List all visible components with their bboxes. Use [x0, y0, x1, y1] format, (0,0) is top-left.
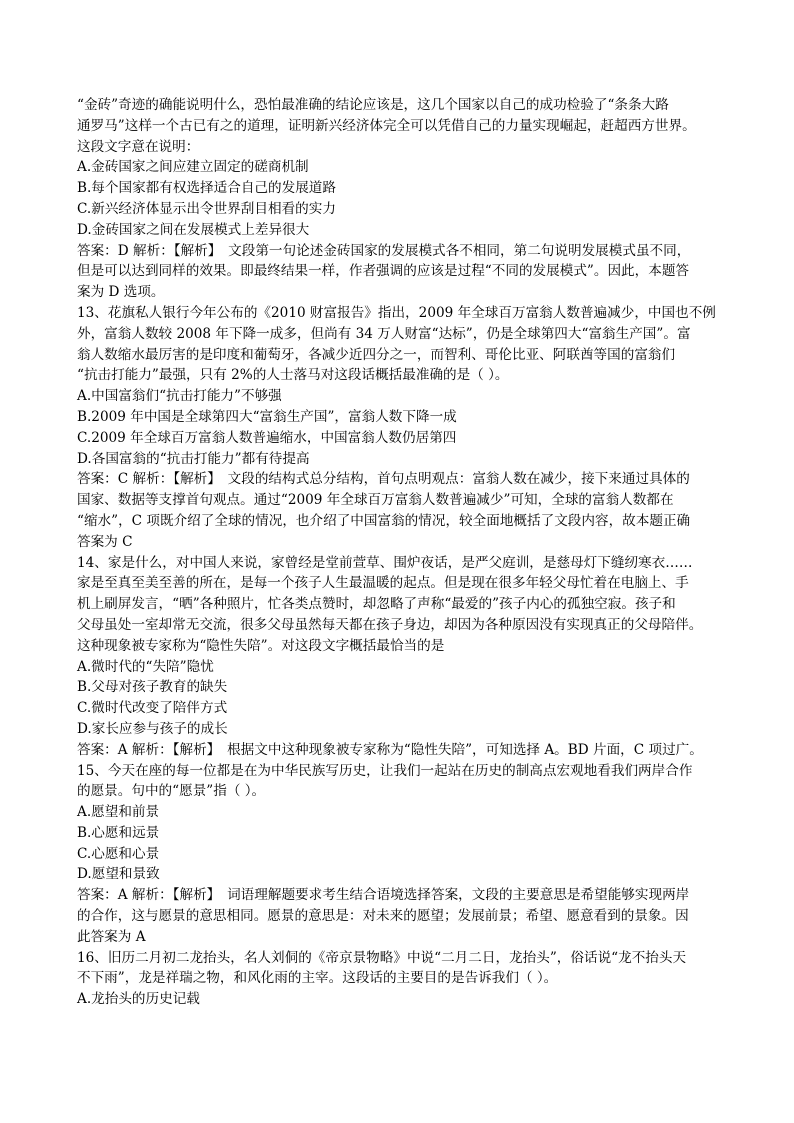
text-line: 此答案为 A: [77, 928, 146, 945]
text-line: D.金砖国家之间在发展模式上差异很大: [77, 221, 310, 238]
text-line: A.金砖国家之间应建立固定的磋商机制: [77, 159, 309, 176]
text-line: D.各国富翁的“抗击打能力”都有待提高: [77, 450, 310, 467]
text-line: 外，富翁人数较 2008 年下降一成多，但尚有 34 万人财富“达标”，仍是全球第四大“富翁生产国”。富: [77, 325, 691, 342]
text-line: B.心愿和远景: [77, 824, 160, 841]
text-line: 答案：A 解析：【解析】 根据文中这种现象被专家称为“隐性失陪”，可知选择 A。BD 片面，C 项过广。: [77, 741, 703, 758]
text-line: 16、旧历二月初二龙抬头，名人刘侗的《帝京景物略》中说“二月二日，龙抬头”，俗话说“龙不抬头天: [77, 949, 687, 966]
text-line: D.家长应参与孩子的成长: [77, 720, 228, 737]
text-line: 15、今天在座的每一位都是在为中华民族写历史，让我们一起站在历史的制高点宏观地看我们两岸合作: [77, 762, 693, 779]
text-line: 答案：C 解析：【解析】 文段的结构式总分结构，首句点明观点：富翁人数在减少，接下来通过具体的: [77, 471, 690, 488]
text-line: C.微时代改变了陪伴方式: [77, 700, 228, 717]
text-line: D.愿望和景致: [77, 866, 160, 883]
text-line: A.中国富翁们“抗击打能力”不够强: [77, 388, 282, 405]
text-line: 14、家是什么，对中国人来说，家曾经是堂前萱草、围炉夜话，是严父庭训，是慈母灯下缝纫寒衣……: [77, 554, 693, 571]
text-line: 的合作，这与愿景的意思相同。愿景的意思是：对未来的愿望；发展前景；希望、愿意看到的景象。因: [77, 908, 689, 925]
text-line: 答案：D 解析：【解析】 文段第一句论述金砖国家的发展模式各不相同，第二句说明发展模式虽不同，: [77, 242, 691, 259]
text-line: 国家、数据等支撑首句观点。通过“2009 年全球百万富翁人数普遍减少”可知，全球的富翁人数都在: [77, 492, 674, 509]
text-line: B.父母对孩子教育的缺失: [77, 679, 228, 696]
text-line: 通罗马”这样一个古已有之的道理，证明新兴经济体完全可以凭借自己的力量实现崛起，赶超西方世界。: [77, 117, 696, 134]
text-line: B.2009 年中国是全球第四大“富翁生产国”，富翁人数下降一成: [77, 408, 457, 425]
text-line: 答案为 C: [77, 533, 133, 550]
text-line: A.愿望和前景: [77, 804, 160, 821]
text-line: A.龙抬头的历史记载: [77, 991, 200, 1008]
text-line: 不下雨”，龙是祥瑞之物，和风化雨的主宰。这段话的主要目的是告诉我们（ ）。: [77, 970, 558, 987]
text-line: 家是至真至美至善的所在，是每一个孩子人生最温暖的起点。但是现在很多年轻父母忙着在电脑上、手: [77, 575, 689, 592]
text-line: 案为 D 选项。: [77, 284, 165, 301]
text-line: 的愿景。句中的“愿景”指（ ）。: [77, 783, 266, 800]
text-line: 父母虽处一室却常无交流，很多父母虽然每天都在孩子身边，却因为各种原因没有实现真正的父母陪伴。: [77, 616, 703, 633]
text-line: 这种现象被专家称为“隐性失陪”。对这段文字概括最恰当的是: [77, 637, 445, 654]
text-line: C.新兴经济体显示出令世界刮目相看的实力: [77, 200, 336, 217]
text-line: 13、花旗私人银行今年公布的《2010 财富报告》指出，2009 年全球百万富翁人数普遍减少，中国也不例: [77, 304, 716, 321]
text-line: C.2009 年全球百万富翁人数普遍缩水，中国富翁人数仍居第四: [77, 429, 457, 446]
text-line: 机上刷屏发言，“晒”各种照片，忙各类点赞时，却忽略了声称“最爱的”孩子内心的孤独空寂。孩子和: [77, 596, 676, 613]
text-line: A.微时代的“失陪”隐忧: [77, 658, 214, 675]
text-line: “缩水”，C 项既介绍了全球的情况，也介绍了中国富翁的情况，较全面地概括了文段内容，故本题正确: [77, 512, 691, 529]
text-line: 这段文字意在说明：: [77, 138, 200, 155]
text-line: C.心愿和心景: [77, 845, 160, 862]
text-line: “金砖”奇迹的确能说明什么，恐怕最准确的结论应该是，这几个国家以自己的成功检验了“条条大路: [77, 97, 669, 113]
text-line: 翁人数缩水最厉害的是印度和葡萄牙，各减少近四分之一，而智利、哥伦比亚、阿联酋等国的富翁们: [77, 346, 676, 363]
text-line: B.每个国家都有权选择适合自己的发展道路: [77, 180, 336, 197]
document-page: [77, 95, 722, 1010]
text-line: 答案：A 解析：【解析】 词语理解题要求考生结合语境选择答案，文段的主要意思是希望能够实现两岸: [77, 887, 690, 904]
text-line: “抗击打能力”最强，只有 2%的人士落马对这段话概括最准确的是（ ）。: [77, 367, 509, 384]
text-line: 但是可以达到同样的效果。即最终结果一样，作者强调的应该是过程“不同的发展模式”。因此，本题答: [77, 263, 690, 280]
